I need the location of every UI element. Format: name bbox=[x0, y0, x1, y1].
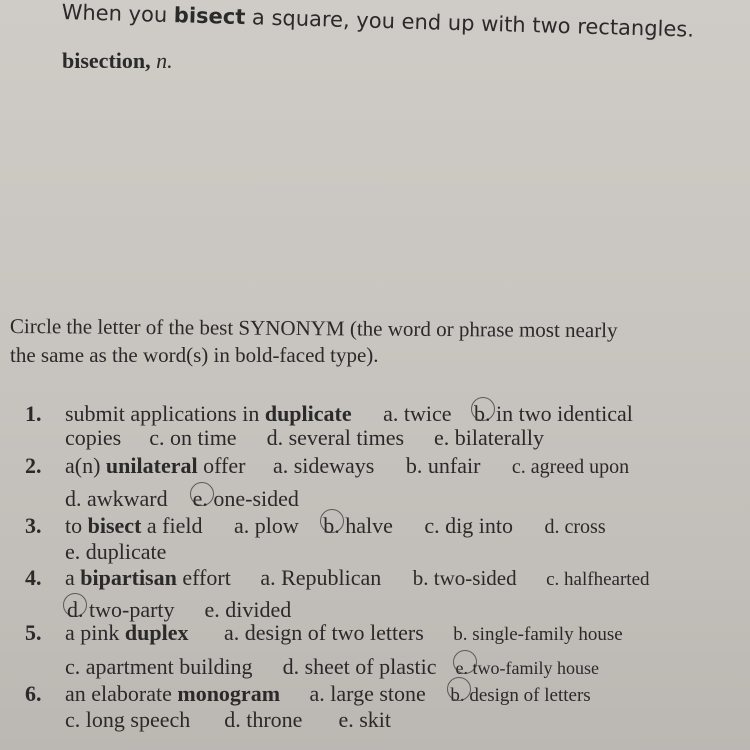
question-stem: a pink bbox=[65, 620, 125, 645]
example-sentence bbox=[61, 0, 741, 43]
choice-b[interactable]: b. design of letters bbox=[450, 685, 591, 706]
question-1 bbox=[25, 397, 633, 427]
choice-b[interactable]: b. two-sided bbox=[412, 566, 517, 590]
question-1-line-2 bbox=[65, 425, 544, 451]
choice-c[interactable]: c. apartment building bbox=[65, 654, 253, 679]
sentence-text: When you bbox=[61, 0, 175, 28]
choice-e[interactable]: e. duplicate bbox=[65, 539, 167, 564]
question-4 bbox=[25, 565, 650, 591]
choice-c[interactable]: c. long speech bbox=[65, 707, 191, 732]
part-of-speech: n. bbox=[156, 48, 173, 73]
question-bold-word: bipartisan bbox=[80, 565, 177, 590]
choice-a[interactable]: a. plow bbox=[233, 513, 299, 538]
choice-d[interactable]: d. cross bbox=[544, 516, 606, 538]
choice-c[interactable]: c. halfhearted bbox=[546, 569, 650, 590]
choice-d[interactable]: d. awkward bbox=[65, 486, 168, 511]
instructions-line-1: Circle the letter of the best SYNONYM (the word or phrase most nearly bbox=[9, 313, 618, 343]
question-bold-word: monogram bbox=[177, 681, 281, 706]
question-number: 4. bbox=[25, 565, 42, 590]
choice-a[interactable]: a. sideways bbox=[272, 453, 375, 478]
question-number: 5. bbox=[25, 620, 42, 645]
question-number: 1. bbox=[25, 401, 42, 426]
question-2-line-2 bbox=[65, 482, 299, 512]
question-2 bbox=[25, 453, 629, 479]
instructions bbox=[10, 312, 750, 370]
choice-b[interactable]: b. unfair bbox=[405, 453, 481, 478]
choice-c[interactable]: c. on time bbox=[149, 425, 237, 450]
question-stem: an elaborate bbox=[65, 681, 178, 706]
choice-c[interactable]: c. dig into bbox=[424, 513, 514, 538]
question-bold-word: duplicate bbox=[264, 401, 352, 426]
sentence-bold-word: bisect bbox=[173, 3, 246, 30]
headword-entry bbox=[62, 48, 173, 74]
question-bold-word: bisect bbox=[87, 513, 142, 538]
headword: bisection, bbox=[62, 48, 151, 73]
question-bold-word: unilateral bbox=[105, 453, 198, 478]
question-number: 3. bbox=[25, 513, 42, 538]
choice-d[interactable]: d. sheet of plastic bbox=[282, 654, 437, 679]
choice-d[interactable]: d. two-party bbox=[67, 597, 175, 622]
question-number: 6. bbox=[25, 681, 42, 706]
choice-a[interactable]: a. twice bbox=[383, 401, 452, 426]
choice-b[interactable]: b. single-family house bbox=[453, 624, 623, 645]
choice-e[interactable]: e. bilaterally bbox=[434, 425, 544, 450]
question-bold-word: duplex bbox=[124, 620, 189, 645]
choice-e[interactable]: e. skit bbox=[338, 707, 391, 732]
question-number: 2. bbox=[25, 453, 42, 478]
question-4-line-2 bbox=[65, 593, 291, 623]
choice-b[interactable]: b. halve bbox=[323, 513, 393, 538]
choice-e[interactable]: e. divided bbox=[204, 597, 292, 622]
choice-a[interactable]: a. large stone bbox=[309, 681, 426, 706]
choice-b-wrap: copies bbox=[65, 425, 122, 450]
question-5 bbox=[25, 620, 623, 646]
question-stem-end: a field bbox=[141, 513, 203, 538]
choice-e[interactable]: e. one-sided bbox=[192, 486, 299, 511]
question-6-line-2 bbox=[65, 707, 391, 733]
choice-c[interactable]: c. agreed upon bbox=[511, 456, 630, 478]
choice-a[interactable]: a. design of two letters bbox=[223, 620, 424, 645]
choice-d[interactable]: d. several times bbox=[266, 425, 405, 450]
question-stem: a bbox=[65, 565, 81, 590]
question-3-line-2 bbox=[65, 539, 166, 565]
instructions-line-2: the same as the word(s) in bold-faced type). bbox=[10, 343, 379, 367]
question-3 bbox=[25, 509, 606, 539]
question-stem: submit applications in bbox=[65, 401, 265, 426]
question-5-line-2 bbox=[65, 650, 599, 680]
question-stem: a(n) bbox=[65, 453, 106, 478]
question-stem: to bbox=[65, 513, 88, 538]
question-stem-end: offer bbox=[197, 453, 246, 478]
choice-a[interactable]: a. Republican bbox=[260, 565, 382, 590]
choice-d[interactable]: d. throne bbox=[224, 707, 303, 732]
choice-e[interactable]: e. two-family house bbox=[455, 658, 599, 678]
choice-b[interactable]: b. in two identical bbox=[474, 401, 633, 426]
question-stem-end: effort bbox=[176, 565, 231, 590]
sentence-text-end: a square, you end up with two rectangles. bbox=[244, 5, 695, 42]
question-6 bbox=[25, 677, 591, 707]
